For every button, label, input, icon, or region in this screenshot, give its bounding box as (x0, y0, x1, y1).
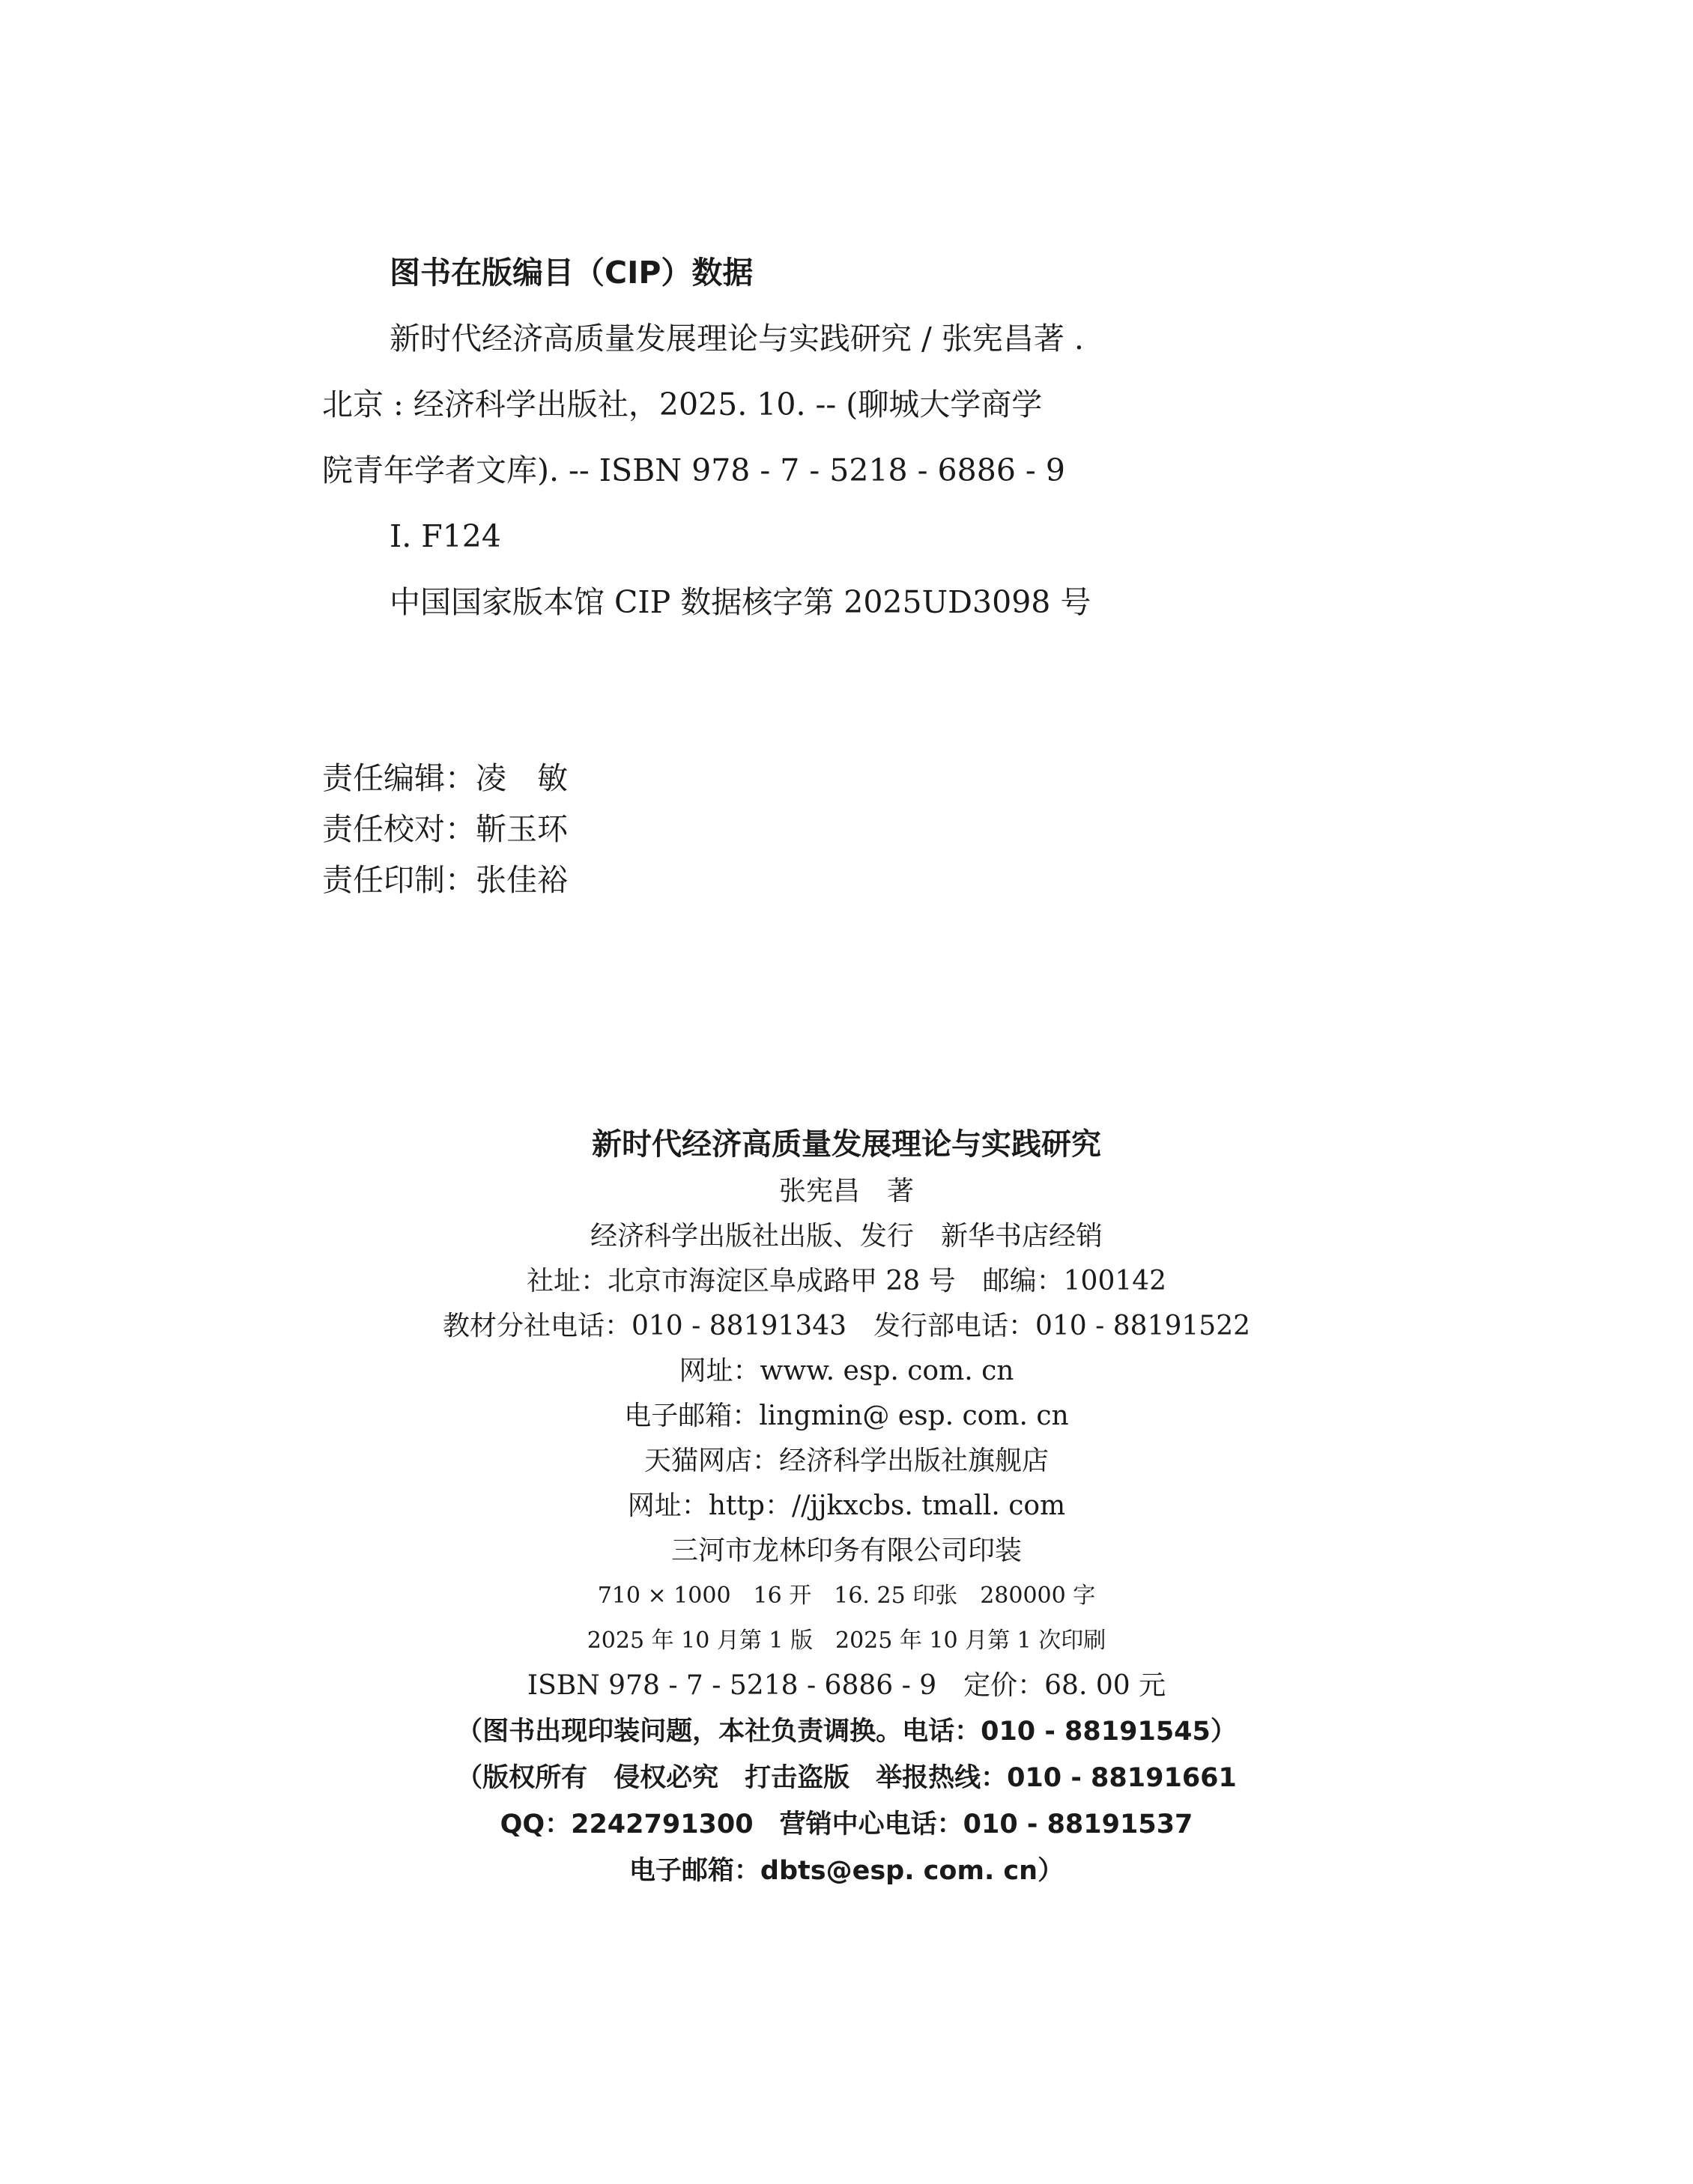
cip-data-block (322, 240, 1371, 635)
colophon-format: 710 × 1000 16 开 16. 25 印张 280000 字 (597, 1583, 1096, 1609)
cip-line-publisher: 北京 : 经济科学出版社，2025. 10. -- (聊城大学商学 (322, 386, 1043, 422)
colophon-isbn-price: ISBN 978 - 7 - 5218 - 6886 - 9 定价：68. 00 元 (527, 1670, 1166, 1701)
colophon-notice-replacement: （图书出现印装问题，本社负责调换。电话：010 - 88191545） (456, 1717, 1237, 1747)
colophon-tmall-store: 天猫网店：经济科学出版社旗舰店 (643, 1446, 1049, 1476)
colophon-email: 电子邮箱：lingmin@ esp. com. cn (624, 1401, 1069, 1431)
cip-line-record-number: 中国国家版本馆 CIP 数据核字第 2025UD3098 号 (390, 584, 1091, 620)
colophon-printer: 三河市龙林印务有限公司印装 (670, 1535, 1022, 1566)
responsible-editors (322, 753, 921, 906)
colophon-phones: 教材分社电话：010 - 88191343 发行部电话：010 - 88191522 (443, 1311, 1250, 1341)
cip-line-classification: Ⅰ. F124 (390, 518, 501, 554)
colophon-notice-email: 电子邮箱：dbts@esp. com. cn） (629, 1856, 1064, 1886)
print-supervisor: 责任印制：张佳裕 (322, 862, 568, 898)
colophon-publisher: 经济科学出版社出版、发行 新华书店经销 (590, 1221, 1103, 1252)
cip-line-series-isbn: 院青年学者文库). -- ISBN 978 - 7 - 5218 - 6886 - 9 (322, 452, 1065, 488)
colophon-address: 社址：北京市海淀区阜成路甲 28 号 邮编：100142 (526, 1266, 1167, 1296)
colophon-website: 网址：www. esp. com. cn (679, 1356, 1014, 1386)
colophon-title: 新时代经济高质量发展理论与实践研究 (592, 1127, 1101, 1162)
colophon-edition: 2025 年 10 月第 1 版 2025 年 10 月第 1 次印刷 (587, 1628, 1106, 1654)
colophon-author: 张宪昌 著 (778, 1176, 914, 1207)
cip-line-title-author: 新时代经济高质量发展理论与实践研究 / 张宪昌著 . (390, 321, 1084, 357)
proofreader: 责任校对：靳玉环 (322, 811, 568, 847)
colophon-notice-copyright: （版权所有 侵权必究 打击盗版 举报热线：010 - 88191661 (456, 1763, 1237, 1793)
cip-heading: 图书在版编目（CIP）数据 (390, 255, 754, 291)
colophon-tmall-url: 网址：http：//jjkxcbs. tmall. com (627, 1490, 1066, 1521)
colophon-notice-qq: QQ：2242791300 营销中心电话：010 - 88191537 (500, 1810, 1193, 1839)
colophon-block (0, 1120, 1693, 1894)
editor-in-charge: 责任编辑：凌 敏 (322, 760, 568, 796)
